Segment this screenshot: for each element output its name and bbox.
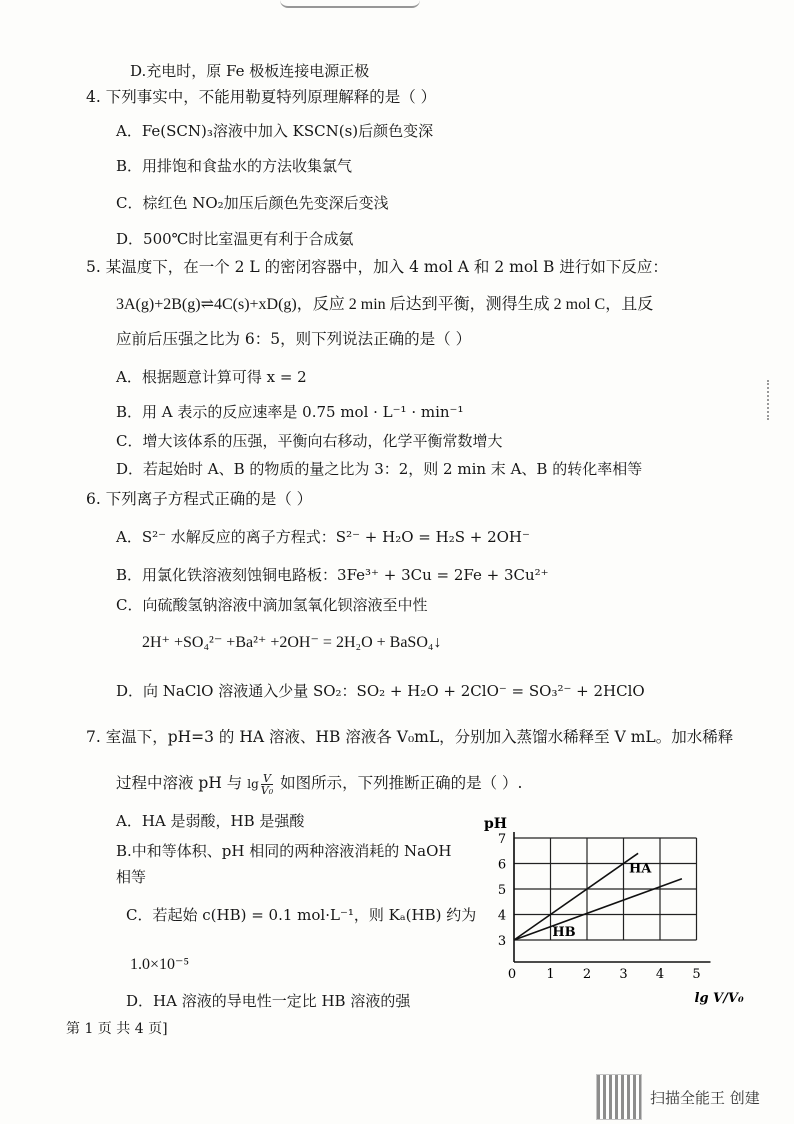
q5-option-b: B．用 A 表示的反应速率是 0.75 mol · L⁻¹ · min⁻¹: [116, 403, 464, 421]
q3-option-d: D.充电时，原 Fe 极板连接电源正极: [130, 62, 370, 80]
q6-option-b: B．用氯化铁溶液刻蚀铜电路板：3Fe³⁺ + 3Cu = 2Fe + 3Cu²⁺: [116, 566, 549, 584]
q7-stem-line2-b: 如图所示，下列推断正确的是（ ）.: [280, 774, 523, 792]
q7-option-c-line2: 1.0×10⁻⁵: [130, 956, 190, 973]
q7-option-c-line1: C．若起始 c(HB) = 0.1 mol·L⁻¹，则 Kₐ(HB) 约为: [126, 906, 477, 924]
q5-option-a: A．根据题意计算可得 x = 2: [116, 368, 307, 386]
edge-marks: [767, 380, 772, 420]
qr-code-icon: [596, 1074, 642, 1120]
scanner-stamp: [596, 1074, 760, 1120]
stamp-text: 扫描全能王 创建: [650, 1088, 760, 1107]
q5-equation-line: 3A(g)+2B(g)⇌4C(s)+xD(g)，反应 2 min 后达到平衡，测得生成 2 mol C，且反: [116, 296, 654, 313]
fraction-numerator: V: [261, 773, 273, 785]
page-footer: 第 1 页 共 4 页]: [66, 1021, 168, 1037]
q6-stem: 6. 下列离子方程式正确的是（ ）: [86, 490, 313, 508]
y-tick-label: 6: [497, 857, 507, 873]
y-tick-label: 3: [497, 934, 507, 949]
series-label-ha: HA: [628, 861, 652, 877]
q5-stem: 5. 某温度下，在一个 2 L 的密闭容器中，加入 4 mol A 和 2 mol B 进行如下反应：: [86, 258, 668, 276]
q7-option-b-line2: 相等: [116, 868, 147, 886]
q4-stem: 4. 下列事实中，不能用勒夏特列原理解释的是（ ）: [86, 88, 437, 106]
x-tick-label: 3: [619, 967, 628, 982]
q6-option-c-equation: 2H⁺ +SO₄²⁻ +Ba²⁺ +2OH⁻ = 2H₂O + BaSO₄↓: [142, 634, 442, 651]
q5-option-c: C．增大该体系的压强，平衡向右移动，化学平衡常数增大: [116, 432, 503, 450]
q4-option-b: B．用排饱和食盐水的方法收集氯气: [116, 157, 353, 175]
q7-option-d: D．HA 溶液的导电性一定比 HB 溶液的强: [126, 992, 411, 1010]
lg-label: lg: [247, 777, 259, 791]
y-tick-label: 5: [497, 883, 507, 898]
q7-option-a: A．HA 是弱酸，HB 是强酸: [116, 812, 305, 830]
q7-option-b-line1: B.中和等体积、pH 相同的两种溶液消耗的 NaOH: [116, 842, 452, 860]
ph-dilution-chart: [480, 796, 750, 1026]
q4-option-d: D．500℃时比室温更有利于合成氨: [116, 230, 354, 248]
y-tick-label: 4: [497, 908, 507, 924]
q6-option-d: D．向 NaClO 溶液通入少量 SO₂：SO₂ + H₂O + 2ClO⁻ = SO₃²⁻ + 2HClO: [116, 682, 645, 700]
q5-option-d: D．若起始时 A、B 的物质的量之比为 3：2，则 2 min 末 A、B 的转化率相等: [116, 460, 643, 478]
x-axis-label: lg V/V₀: [694, 991, 744, 1006]
q4-option-c: C．棕红色 NO₂加压后颜色先变深后变浅: [116, 194, 389, 212]
series-line-ha: [514, 853, 638, 940]
v-over-v0-fraction: [261, 773, 273, 796]
q5-stem-line3: 应前后压强之比为 6：5，则下列说法正确的是（ ）: [116, 330, 472, 348]
q7-stem-line2: [116, 772, 522, 796]
x-tick-label: 1: [546, 967, 555, 982]
x-tick-label: 0: [507, 967, 517, 982]
x-tick-label: 2: [582, 967, 592, 982]
q4-option-a: A．Fe(SCN)₃溶液中加入 KSCN(s)后颜色变深: [116, 122, 434, 140]
y-tick-label: 7: [497, 832, 507, 847]
page-top-mark: [280, 0, 420, 8]
q6-option-a: A．S²⁻ 水解反应的离子方程式：S²⁻ + H₂O = H₂S + 2OH⁻: [116, 528, 530, 546]
x-tick-label: 5: [692, 967, 701, 982]
fraction-denominator: V₀: [260, 783, 274, 797]
x-tick-label: 4: [655, 967, 665, 982]
y-axis-label: pH: [484, 816, 508, 832]
q7-stem: 7. 室温下，pH=3 的 HA 溶液、HB 溶液各 V₀mL，分别加入蒸馏水稀释至 V mL。加水稀释: [86, 728, 734, 746]
q7-stem-line2-a: 过程中溶液 pH 与: [116, 774, 243, 792]
series-label-hb: HB: [552, 925, 576, 941]
series-line-hb: [514, 879, 682, 940]
q6-option-c: C．向硫酸氢钠溶液中滴加氢氧化钡溶液至中性: [116, 596, 428, 614]
